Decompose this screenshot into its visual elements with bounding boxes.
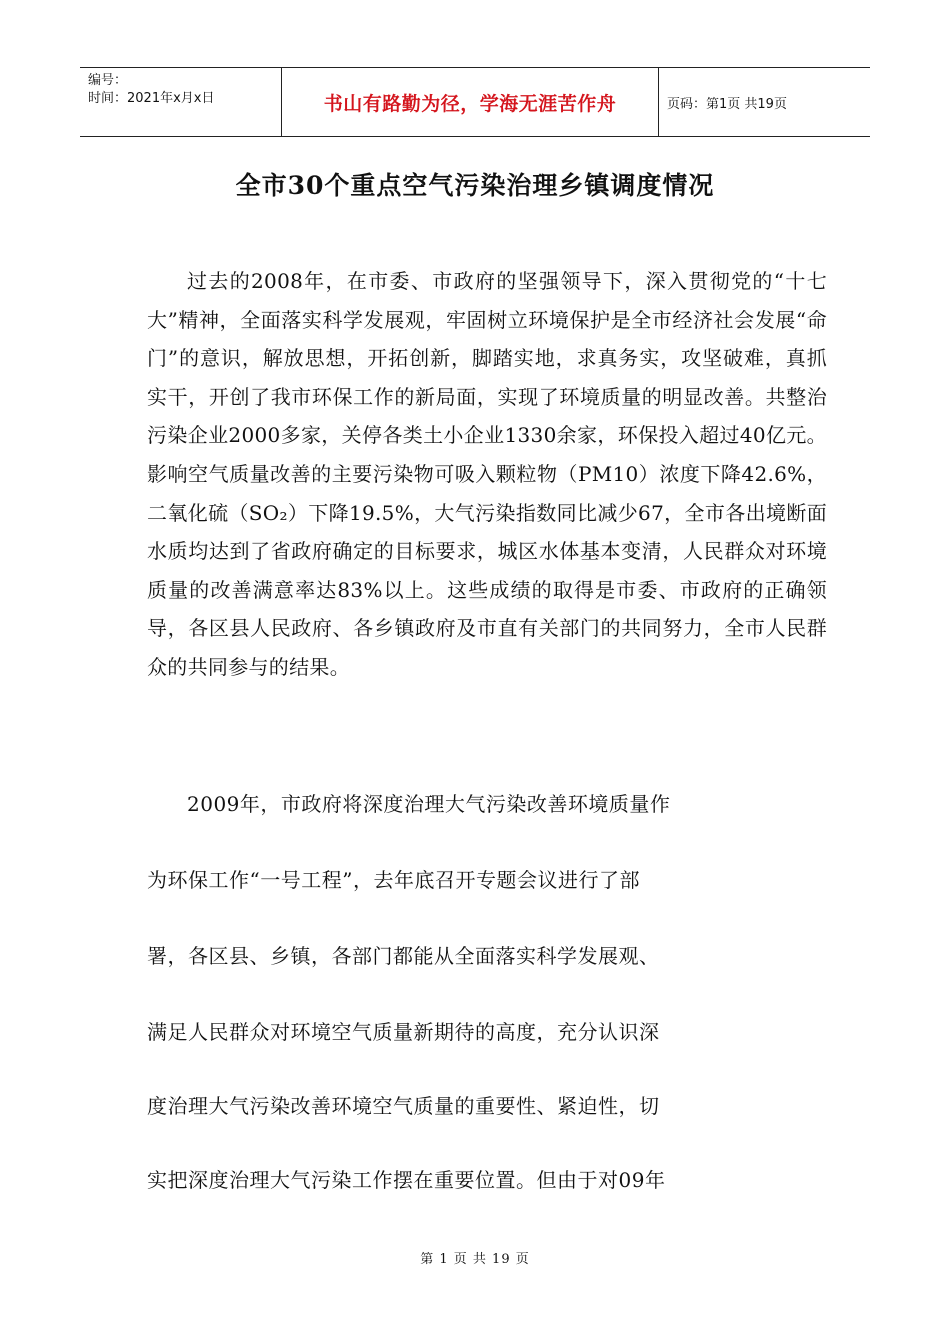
paragraph-2-line-2: 为环保工作“一号工程”，去年底召开专题会议进行了部	[147, 868, 640, 892]
header-meta	[80, 68, 282, 136]
number-label: 编号：	[88, 73, 128, 88]
paragraph-2-line-1: 2009年，市政府将深度治理大气污染改善环境质量作	[187, 792, 671, 816]
document-header	[80, 67, 870, 137]
paragraph-2-line-6: 实把深度治理大气污染工作摆在重要位置。但由于对09年	[147, 1168, 666, 1192]
page-footer: 第 1 页 共 19 页	[420, 1252, 530, 1267]
paragraph-2-line-3: 署，各区县、乡镇，各部门都能从全面落实科学发展观、	[147, 944, 660, 968]
document-title: 全市30个重点空气污染治理乡镇调度情况	[235, 171, 715, 200]
document-body	[147, 262, 827, 687]
paragraph-2-line-5: 度治理大气污染改善环境空气质量的重要性、紧迫性，切	[147, 1094, 660, 1118]
paragraph-1: 过去的2008年，在市委、市政府的坚强领导下，深入贯彻党的“十七大”精神，全面落实科学发展观，牢固树立环境保护是全市经济社会发展“命门”的意识，解放思想，开拓创新，脚踏实地，求真务实，攻坚破难，真抓实干，开创了我市环保工作的新局面，实现了环境质量的明显改善。共整治污染企业2000多家，关停各类土小企业1330余家，环保投入超过40亿元。影响空气质量改善的主要污染物可吸入颗粒物（PM10）浓度下降42.6%，二氧化硫（SO₂）下降19.5%，大气污染指数同比减少67，全市各出境断面水质均达到了省政府确定的目标要求，城区水体基本变清，人民群众对环境质量的改善满意率达83%以上。这些成绩的取得是市委、市政府的正确领导，各区县人民政府、各乡镇政府及市直有关部门的共同努力，全市人民群众的共同参与的结果。	[147, 269, 827, 679]
time-label: 时间：2021年x月x日	[88, 91, 215, 106]
header-page-info: 页码：第1页 共19页	[667, 96, 787, 112]
paragraph-2-line-4: 满足人民群众对环境空气质量新期待的高度，充分认识深	[147, 1020, 660, 1044]
header-motto: 书山有路勤为径，学海无涯苦作舟	[282, 68, 659, 136]
